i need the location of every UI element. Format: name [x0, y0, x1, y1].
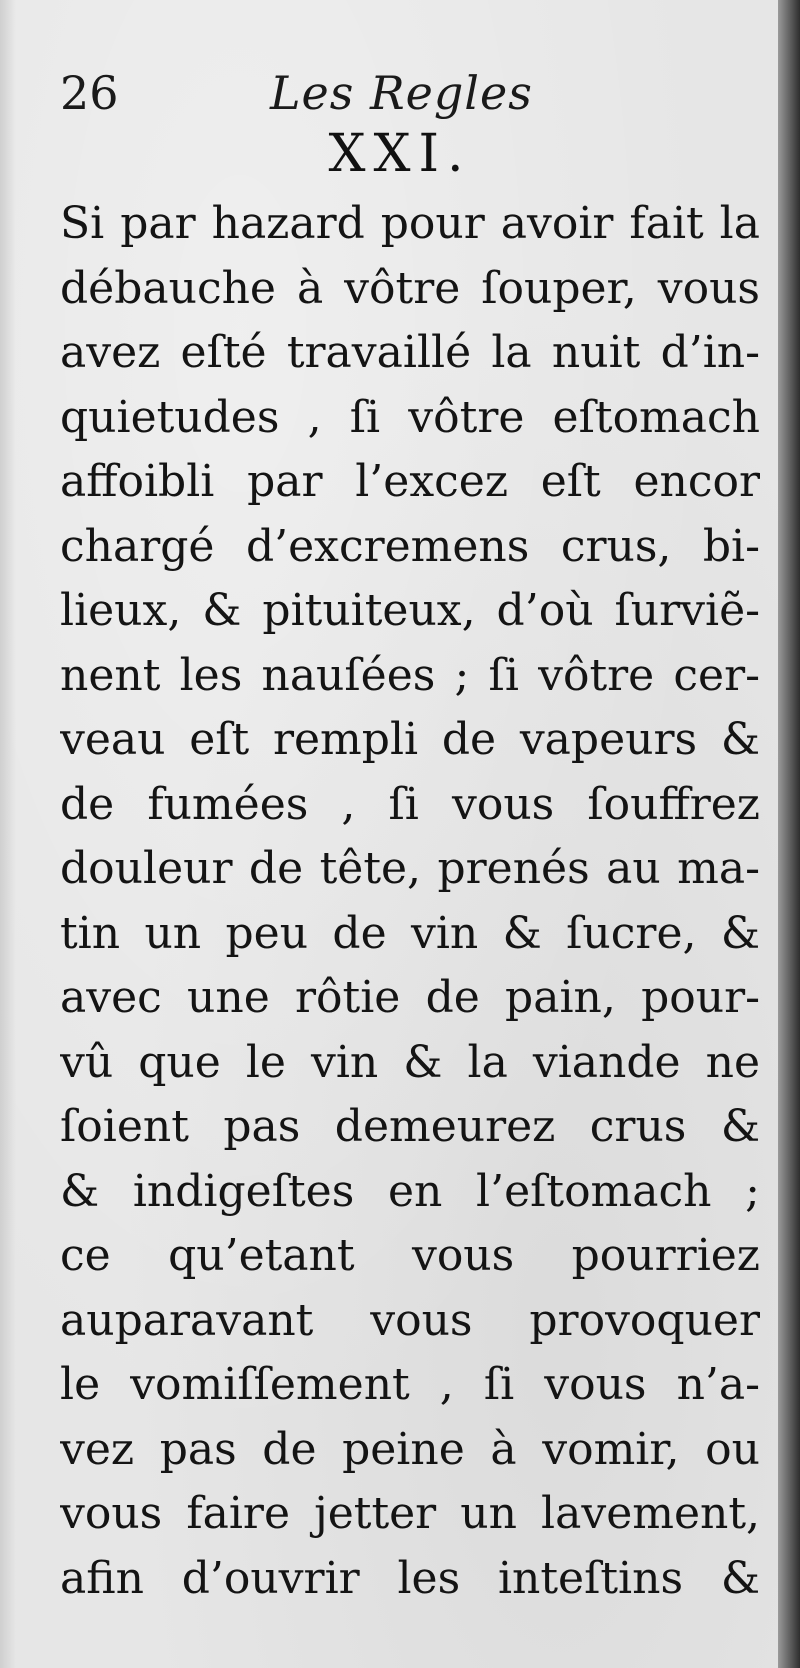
text-line: avec une rôtie de pain, pour-	[60, 972, 760, 1023]
text-line: afin d’ouvrir les inteſtins &	[60, 1552, 760, 1604]
text-line: auparavant vous provoquer	[60, 1294, 760, 1346]
text-line: quietudes , ſi vôtre eſtomach	[60, 391, 760, 443]
page-left-edge	[0, 0, 16, 1668]
text-line: affoibli par l’excez eſt encor	[60, 456, 760, 507]
text-line: & indigeſtes en l’eſtomach ;	[60, 1165, 760, 1217]
body-text	[60, 192, 760, 1611]
text-line: Si par hazard pour avoir fait la	[60, 198, 760, 249]
text-line: de fumées , ſi vous ſouffrez	[60, 778, 760, 830]
running-title: Les Regles	[270, 66, 533, 120]
text-line: vû que le vin & la viande ne	[60, 1036, 760, 1088]
page-header	[60, 66, 760, 126]
text-line: tin un peu de vin & ſucre, &	[60, 907, 760, 959]
book-spine-shadow	[778, 0, 800, 1668]
text-line: vez pas de peine à vomir, ou	[60, 1423, 760, 1475]
text-line: ſoient pas demeurez crus &	[60, 1101, 760, 1152]
text-line: veau eſt rempli de vapeurs &	[60, 714, 760, 765]
page-number: 26	[60, 66, 119, 120]
text-line: douleur de tête, prenés au ma-	[60, 843, 760, 894]
text-line: le vomiſſement , ſi vous n’a-	[60, 1359, 760, 1410]
text-line: nent les nauſées ; ſi vôtre cer-	[60, 649, 760, 701]
text-line: avez eſté travaillé la nuit d’in-	[60, 327, 760, 378]
section-number: XXI.	[328, 124, 472, 184]
text-line: chargé d’excremens crus, bi-	[60, 520, 760, 572]
text-line: débauche à vôtre ſouper, vous	[60, 262, 760, 314]
text-line: vous faire jetter un lavement,	[60, 1488, 760, 1539]
text-line: lieux, & pituiteux, d’où ſurviẽ-	[60, 585, 760, 636]
text-line: ce qu’etant vous pourriez	[60, 1230, 760, 1281]
